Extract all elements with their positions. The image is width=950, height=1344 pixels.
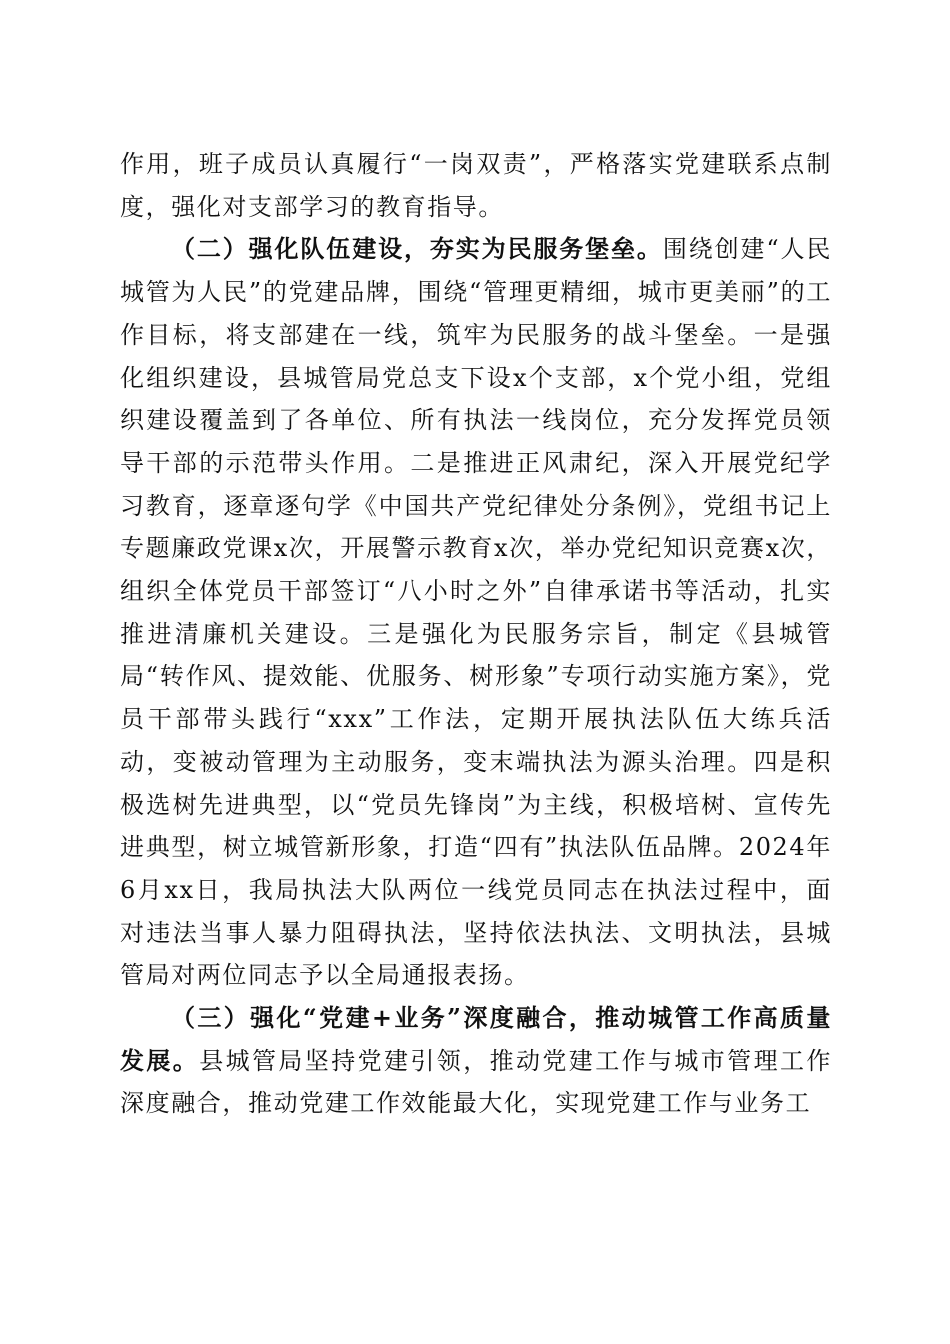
paragraph-body: 作用，班子成员认真履行“一岗双责”，严格落实党建联系点制度，强化对支部学习的教育指导。 xyxy=(120,150,832,221)
section-3-heading: （三）强化“党建+业务”深度融合，推动城管工作高质量发展。 xyxy=(120,1003,832,1075)
document-body xyxy=(120,143,832,1125)
section-3-body: 县城管局坚持党建引领，推动党建工作与城市管理工作深度融合，推动党建工作效能最大化，实现党建工作与业务工 xyxy=(120,1046,832,1118)
paragraph-continuation xyxy=(120,143,832,228)
section-2-heading: （二）强化队伍建设，夯实为民服务堡垒。 xyxy=(171,234,663,264)
paragraph-section-2 xyxy=(120,228,832,997)
section-2-body: 围绕创建“人民城管为人民”的党建品牌，围绕“管理更精细，城市更美丽”的工作目标，将支部建在一线，筑牢为民服务的战斗堡垒。一是强化组织建设，县城管局党总支下设x个支部，x个党小组，党组织建设覆盖到了各单位、所有执法一线岗位，充分发挥党员领导干部的示范带头作用。二是推进正风肃纪，深入开展党纪学习教育，逐章逐句学《中国共产党纪律处分条例》，党组书记上专题廉政党课x次，开展警示教育x次，举办党纪知识竞赛x次，组织全体党员干部签订“八小时之外”自律承诺书等活动，扎实推进清廉机关建设。三是强化为民服务宗旨，制定《县城管局“转作风、提效能、优服务、树形象”专项行动实施方案》，党员干部带头践行“xxx”工作法，定期开展执法队伍大练兵活动，变被动管理为主动服务，变末端执法为源头治理。四是积极选树先进典型，以“党员先锋岗”为主线，积极培树、宣传先进典型，树立城管新形象，打造“四有”执法队伍品牌。2024年6月xx日，我局执法大队两位一线党员同志在执法过程中，面对违法当事人暴力阻碍执法，坚持依法执法、文明执法，县城管局对两位同志予以全局通报表扬。 xyxy=(120,235,832,990)
paragraph-section-3 xyxy=(120,997,832,1125)
